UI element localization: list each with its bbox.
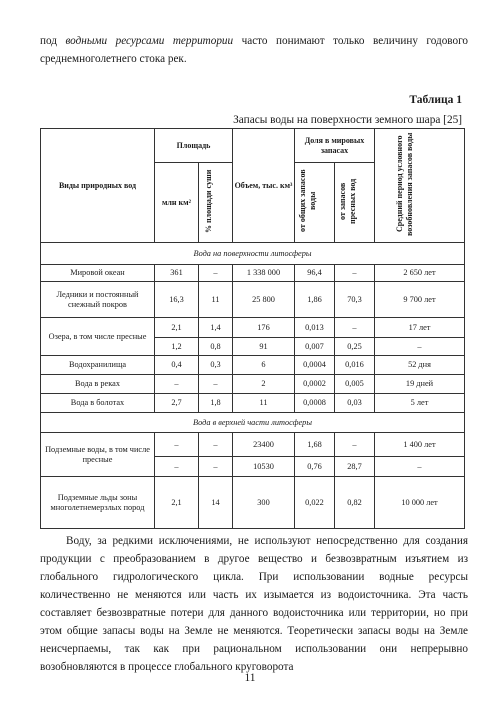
cell-area-km: – — [155, 457, 199, 477]
header-period: Средний период условного возобновления запасов воды — [394, 132, 414, 236]
cell-volume: 176 — [233, 318, 295, 338]
section-row — [41, 243, 465, 265]
header-share: Доля в мировых запасах — [295, 129, 375, 163]
table-row — [41, 394, 465, 413]
header-share-total-cell — [295, 163, 335, 243]
cell-period: 10 000 лет — [375, 477, 465, 529]
row-label: Мировой океан — [41, 265, 155, 282]
cell-area-km: – — [155, 433, 199, 457]
cell-area-pct: – — [199, 433, 233, 457]
cell-area-pct: – — [199, 265, 233, 282]
header-area: Площадь — [155, 129, 233, 163]
header-area-pct-cell — [199, 163, 233, 243]
cell-volume: 25 800 — [233, 282, 295, 318]
table-row — [41, 356, 465, 375]
intro-text-before: под — [40, 35, 66, 47]
table-heading — [233, 92, 462, 128]
cell-period: 9 700 лет — [375, 282, 465, 318]
cell-area-pct: 0,8 — [199, 338, 233, 356]
cell-share-fresh: – — [335, 265, 375, 282]
cell-share-total: 1,68 — [295, 433, 335, 457]
cell-area-km: – — [155, 375, 199, 394]
cell-share-total: 0,013 — [295, 318, 335, 338]
cell-period: – — [375, 457, 465, 477]
table-number: Таблица 1 — [409, 94, 462, 106]
cell-share-total: 0,76 — [295, 457, 335, 477]
row-label: Водохранилища — [41, 356, 155, 375]
table-row — [41, 433, 465, 457]
intro-text-after: часто понимают только величину годового среднемноголетнего стока рек. — [40, 35, 468, 65]
cell-period: 17 лет — [375, 318, 465, 338]
table-row — [41, 265, 465, 282]
cell-period: 19 дней — [375, 375, 465, 394]
cell-area-pct: 1,4 — [199, 318, 233, 338]
cell-volume: 10530 — [233, 457, 295, 477]
body-paragraph — [40, 532, 468, 676]
row-label: Ледники и постоянный снежный покров — [41, 282, 155, 318]
cell-share-total: 1,86 — [295, 282, 335, 318]
cell-area-pct: 1,8 — [199, 394, 233, 413]
cell-area-km: 16,3 — [155, 282, 199, 318]
table-row — [41, 477, 465, 529]
cell-period: 52 дня — [375, 356, 465, 375]
cell-share-total: 0,007 — [295, 338, 335, 356]
intro-term: водными ресурсами территории — [65, 35, 234, 47]
header-share-total: от общих запасов воды — [297, 169, 317, 233]
cell-period: – — [375, 338, 465, 356]
row-label: Подземные льды зоны многолетнемерзлых пород — [41, 477, 155, 529]
cell-share-total: 0,022 — [295, 477, 335, 529]
cell-share-fresh: 0,82 — [335, 477, 375, 529]
section-row — [41, 413, 465, 433]
cell-volume: 23400 — [233, 433, 295, 457]
table-caption: Запасы воды на поверхности земного шара [25] — [233, 114, 462, 126]
cell-area-pct: – — [199, 375, 233, 394]
table-row — [41, 375, 465, 394]
intro-paragraph — [40, 32, 468, 68]
cell-volume: 91 — [233, 338, 295, 356]
cell-volume: 11 — [233, 394, 295, 413]
header-area-km: млн км² — [155, 163, 199, 243]
row-label: Вода в болотах — [41, 394, 155, 413]
water-reserves-table — [40, 128, 465, 529]
cell-share-total: 0,0002 — [295, 375, 335, 394]
cell-volume: 1 338 000 — [233, 265, 295, 282]
cell-area-km: 2,1 — [155, 477, 199, 529]
row-label: Вода в реках — [41, 375, 155, 394]
table-row — [41, 318, 465, 338]
header-volume: Объем, тыс. км³ — [233, 129, 295, 243]
cell-period: 1 400 лет — [375, 433, 465, 457]
header-share-fresh: от запасов пресных вод — [337, 178, 357, 224]
body-text: Воду, за редкими исключениями, не используют непосредственно для создания продукции с преобразованием в другое вещество и безвозвратным изъятием из глобального гидрологического цикла. При использовании водные ресурсы количественно не меняются или часть их изымается из водоисточника. Эта часть составляет безвозвратные потери для данного водоисточника или территории, но при этом общие запасы воды на Земле не меняются. Теоретически запасы воды на Земле неисчерпаемы, так как при рациональном использовании они непрерывно возобновляются в процессе глобального круговорота — [40, 535, 468, 673]
cell-share-total: 0,0008 — [295, 394, 335, 413]
cell-area-km: 0,4 — [155, 356, 199, 375]
page-number: 11 — [244, 672, 256, 684]
cell-share-fresh: 70,3 — [335, 282, 375, 318]
cell-share-total: 0,0004 — [295, 356, 335, 375]
cell-share-fresh: – — [335, 433, 375, 457]
cell-share-fresh: 0,016 — [335, 356, 375, 375]
header-water-type: Виды природных вод — [41, 129, 155, 243]
section-surface: Вода на поверхности литосферы — [41, 243, 465, 265]
cell-period: 5 лет — [375, 394, 465, 413]
cell-area-km: 1,2 — [155, 338, 199, 356]
cell-volume: 6 — [233, 356, 295, 375]
cell-volume: 2 — [233, 375, 295, 394]
header-area-pct: % площади суши — [203, 169, 213, 233]
cell-share-fresh: 0,03 — [335, 394, 375, 413]
cell-share-fresh: 0,25 — [335, 338, 375, 356]
header-period-cell — [375, 129, 465, 243]
section-subsurface: Вода в верхней части литосферы — [41, 413, 465, 433]
cell-share-fresh: – — [335, 318, 375, 338]
cell-area-pct: – — [199, 457, 233, 477]
cell-share-total: 96,4 — [295, 265, 335, 282]
cell-share-fresh: 28,7 — [335, 457, 375, 477]
cell-area-km: 361 — [155, 265, 199, 282]
row-label: Озера, в том числе пресные — [41, 318, 155, 356]
row-label: Подземные воды, в том числе пресные — [41, 433, 155, 477]
cell-area-km: 2,7 — [155, 394, 199, 413]
header-row-1 — [41, 129, 465, 163]
cell-area-km: 2,1 — [155, 318, 199, 338]
cell-period: 2 650 лет — [375, 265, 465, 282]
table-row — [41, 282, 465, 318]
cell-area-pct: 11 — [199, 282, 233, 318]
cell-area-pct: 0,3 — [199, 356, 233, 375]
cell-area-pct: 14 — [199, 477, 233, 529]
cell-volume: 300 — [233, 477, 295, 529]
cell-share-fresh: 0,005 — [335, 375, 375, 394]
header-share-fresh-cell — [335, 163, 375, 243]
